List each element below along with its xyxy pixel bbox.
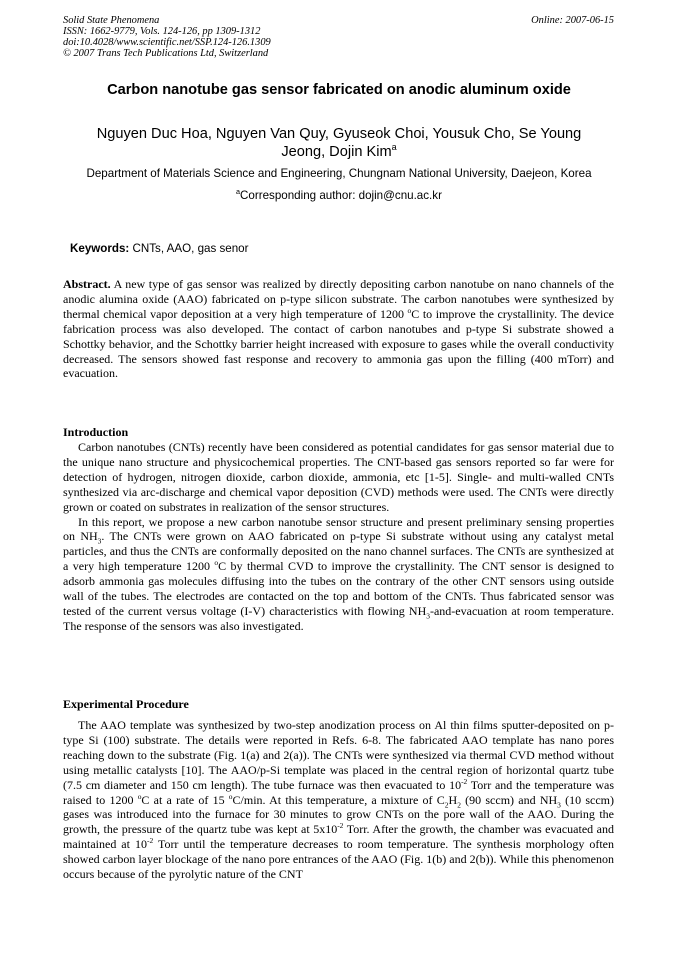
exp-text-9: Torr until the temperature decreases to room temperature. The synthesis morphology often showed carbon layer blockage of the nano pore entrances of the AAO (Fig. 1(b) and 2(b)). While this phenomenon occurs because of the pyrolytic nature of the CNT — [63, 837, 614, 882]
exp-sup-1: -2 — [461, 776, 468, 786]
intro-p2-text-c: C by thermal CVD to improve the crystallinity. The CNT sensor is designed to adsorb ammonia gas molecules diffusing into the tubes on the contrary of the other CNT sensors using outside wall of the tubes. The electrodes are contacted on the top and bottom of the CNTs. Thus fabricated sensor was tested of the current versus voltage (I-V) characteristics with flowing NH — [63, 559, 614, 618]
exp-text-7: (10 sccm) gases was introduced into the furnace for 30 minutes to grow CNTs on the pore wall of the AAO. During the growth, the pressure of the quartz tube was kept at 5x10 — [63, 792, 614, 837]
exp-sub-2: 2 — [457, 799, 461, 809]
introduction-body — [63, 440, 614, 634]
exp-text-1: The AAO template was synthesized by two-step anodization process on Al thin films sputter-deposited on p-type Si (100) substrate. The details were reported in Refs. 6-8. The fabricated AAO template has nano pores reaching down to the substrate (Fig. 1(a) and 2(a)). The CNTs were synthesized via thermal CVD method without using metallic catalysts [10]. The AAO/p-Si template was placed in the central region of horizontal quartz tube (7.5 cm diameter and 150 cm length). The tube furnace was then evacuated to 10 — [63, 718, 614, 792]
paper-title: Carbon nanotube gas sensor fabricated on anodic aluminum oxide — [107, 82, 571, 98]
affiliation: Department of Materials Science and Engineering, Chungnam National University, Daejeon, Korea — [86, 167, 592, 180]
abstract — [63, 277, 614, 381]
corresponding-author — [40, 189, 638, 203]
exp-sub-1: 2 — [444, 799, 449, 809]
abstract-degree: o — [407, 305, 412, 315]
exp-sup-2: o — [137, 791, 142, 801]
exp-text-2: Torr and the temperature was raised to 1200 — [63, 777, 614, 807]
experimental-body — [63, 718, 614, 882]
intro-p2-degree: o — [214, 558, 219, 568]
corresp-text: Corresponding author: dojin@cnu.ac.kr — [240, 189, 442, 202]
exp-text-5: H — [448, 792, 458, 807]
keywords-text: CNTs, AAO, gas senor — [129, 242, 249, 255]
intro-paragraph-1: Carbon nanotubes (CNTs) recently have been considered as potential candidates for gas sensor material due to the unique nano structure and physicochemical properties. The CNT-based gas sensors reported so far were for detection of hydrogen, nitrogen dioxide, carbon dioxide, ammonia, etc [1-5]. Single- and multi-walled CNTs synthesized via arc-discharge and chemical vapor deposition (CVD) methods were used. The CNTs were directly grown or coated on substrates in realization of the sensor structures. — [63, 440, 614, 514]
exp-text-4: C/min. At this temperature, a mixture of C — [232, 792, 445, 807]
introduction-heading: Introduction — [63, 425, 129, 439]
corresp-superscript: a — [236, 187, 241, 197]
exp-sup-4: -2 — [337, 821, 344, 831]
keywords-label: Keywords: — [70, 242, 130, 255]
intro-paragraph-2 — [63, 515, 614, 634]
exp-sup-3: o — [228, 791, 233, 801]
exp-text-6: (90 sccm) and NH — [460, 792, 558, 807]
intro-p2-text-d: -and-evacuation at room temperature. The response of the sensors was also investigated. — [63, 603, 614, 633]
authors-line-1: Nguyen Duc Hoa, Nguyen Van Quy, Gyuseok Choi, Yousuk Cho, Se Young — [96, 126, 582, 142]
abstract-text-1: A new type of gas sensor was realized by directly depositing carbon nanotube on nano channels of the anodic alumina oxide (AAO) fabricated on p-type silicon substrate. The carbon nanotubes were synthesized by thermal chemical vapor deposition at a very high temperature of 1200 — [63, 277, 614, 321]
doi-line: doi:10.4028/www.scientific.net/SSP.124-126.1309 — [63, 37, 271, 48]
abstract-text-2: C to improve the crystallinity. The device fabrication process was also developed. The contact of carbon nanotubes and p-type Si substrate showed a Schottky behavior, and the Schottky barrier height increased with exposure to gases while the overall conductivity decreased. The sensors showed fast response and recovery to ammonia gas upon the filling (400 mTorr) and evacuation. — [63, 306, 614, 381]
intro-p2-sub-1: 3 — [97, 536, 102, 546]
issn-line: ISSN: 1662-9779, Vols. 124-126, pp 1309-1312 — [63, 26, 261, 37]
experimental-paragraph-1 — [63, 718, 614, 882]
online-date: Online: 2007-06-15 — [531, 15, 614, 26]
intro-p2-sub-2: 3 — [426, 611, 430, 621]
exp-sup-5: -2 — [146, 836, 154, 846]
keywords — [70, 242, 248, 256]
experimental-heading: Experimental Procedure — [63, 697, 189, 711]
abstract-label: Abstract. — [63, 277, 111, 291]
intro-p2-text-b: . The CNTs were grown on AAO fabricated on p-type Si substrate without using any catalyst metal particles, and thus the CNTs are conformally deposited on the nano channel surfaces. The CNTs are synthesized at a very high temperature 1200 — [63, 529, 614, 574]
authors-line-2: Jeong, Dojin Kim — [281, 144, 392, 160]
exp-text-3: C at a rate of 15 — [141, 792, 229, 807]
copyright-line: © 2007 Trans Tech Publications Ltd, Switzerland — [63, 48, 269, 59]
journal-name: Solid State Phenomena — [63, 15, 160, 26]
exp-sub-3: 3 — [557, 799, 561, 809]
journal-header — [63, 15, 271, 59]
intro-p2-text-a: In this report, we propose a new carbon nanotube sensor structure and present preliminary sensing properties on NH — [63, 514, 614, 544]
author-list — [40, 125, 638, 161]
author-superscript: a — [391, 142, 397, 153]
exp-text-8: Torr. After the growth, the chamber was evacuated and maintained at 10 — [63, 822, 614, 852]
